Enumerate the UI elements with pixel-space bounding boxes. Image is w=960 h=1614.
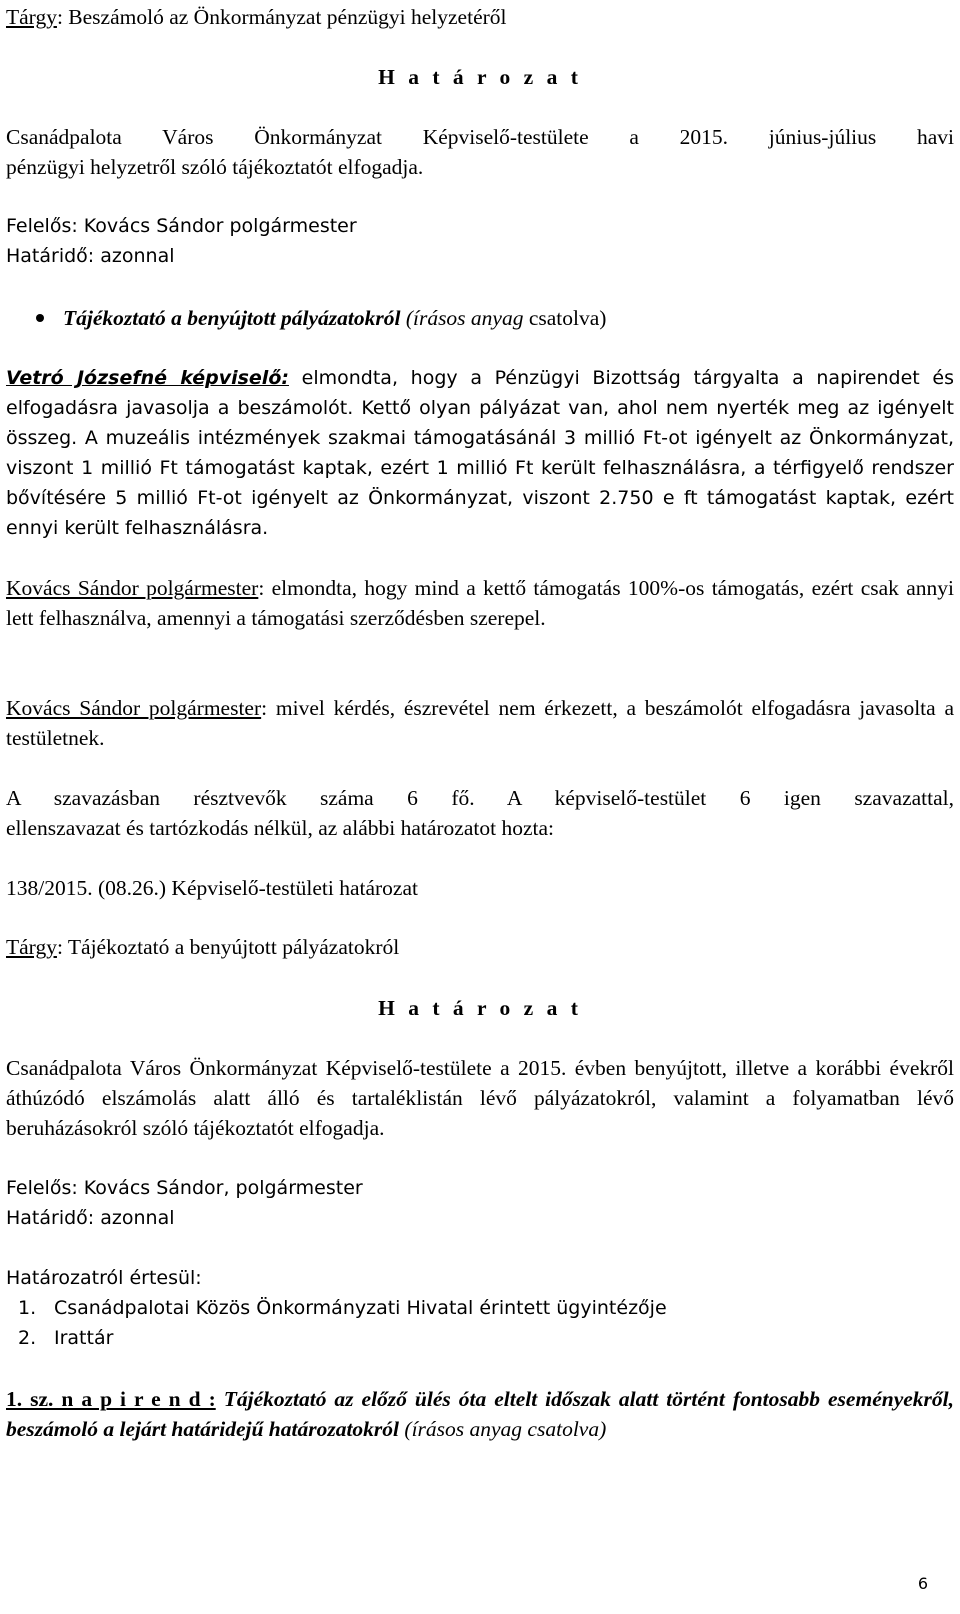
agenda-note: csatolva) — [523, 306, 607, 330]
deadline-line: Határidő: azonnal — [6, 1207, 175, 1229]
agenda-note-italic: (írásos anyag — [400, 306, 524, 330]
list-text: Irattár — [54, 1327, 114, 1349]
agenda-title: Tájékoztató a benyújtott pályázatokról — [63, 306, 401, 330]
vote-line: A szavazásban résztvevők száma 6 fő. A képviselő-testület 6 igen szavazattal, — [6, 786, 954, 810]
subject-label: Tárgy — [6, 5, 57, 29]
speaker-name: Kovács Sándor polgármester — [6, 696, 262, 720]
subject-text: : Tájékoztató a benyújtott pályázatokról — [56, 935, 400, 959]
resolution-heading: H a t á r o z a t — [378, 65, 582, 89]
speaker-text: : elmondta, hogy mind a kettő támogatás 100%-os támogatás, ezért csak annyi lett felhasználva, amennyi a támogatási szerződésben szerepel. — [6, 576, 954, 630]
notify-list — [18, 1293, 960, 1353]
speaker-paragraph — [6, 363, 954, 543]
list-number: 2. — [18, 1327, 37, 1349]
subject-text: : Beszámoló az Önkormányzat pénzügyi helyzetéről — [56, 5, 507, 29]
list-text: Csanádpalotai Közös Önkormányzati Hivatal érintett ügyintézője — [54, 1297, 667, 1319]
list-item — [18, 1293, 960, 1323]
speaker-paragraph — [6, 693, 954, 753]
resolution-text: Csanádpalota Város Önkormányzat Képviselő-testülete a 2015. évben benyújtott, illetve a korábbi évekről áthúzódó elszámolás alatt álló és tartaléklistán lévő pályázatokról, valamint a folyamatban lévő beruházásokról szóló tájékoztatót elfogadja. — [6, 1056, 954, 1140]
speaker-paragraph — [6, 573, 954, 633]
notify-label: Határozatról értesül: — [6, 1267, 202, 1289]
deadline-line: Határidő: azonnal — [6, 245, 175, 267]
responsible-line: Felelős: Kovács Sándor, polgármester — [6, 1177, 363, 1199]
speaker-text: : mivel kérdés, észrevétel nem érkezett, a beszámolót elfogadásra javasolta a testületnek. — [6, 696, 954, 750]
resolution-heading: H a t á r o z a t — [378, 996, 582, 1020]
subject-line — [6, 2, 954, 32]
list-number: 1. — [18, 1297, 37, 1319]
vote-line: ellenszavazat és tartózkodás nélkül, az alábbi határozatot hozta: — [6, 816, 554, 840]
agenda-note: (írásos anyag csatolva) — [399, 1417, 607, 1441]
resolution-number: 138/2015. (08.26.) Képviselő-testületi határozat — [6, 876, 418, 900]
agenda-number: 1. sz. n a p i r e n d : — [6, 1387, 216, 1411]
subject-label: Tárgy — [6, 935, 57, 959]
list-item — [18, 1323, 960, 1353]
bullet-icon — [36, 314, 44, 322]
speaker-name: Vetró Józsefné képviselő: — [6, 367, 289, 389]
next-agenda-paragraph — [6, 1384, 954, 1444]
agenda-bullet-item — [6, 303, 954, 333]
resolution-text-line: pénzügyi helyzetről szóló tájékoztatót elfogadja. — [6, 155, 424, 179]
subject-line — [6, 932, 954, 962]
page-number: 6 — [917, 1574, 928, 1593]
agenda-title: Tájékoztató az előző ülés óta eltelt időszak alatt történt fontosabb eseményekről, beszámoló a lejárt határidejű határozatokról — [6, 1387, 954, 1441]
speaker-name: Kovács Sándor polgármester — [6, 576, 259, 600]
responsible-line: Felelős: Kovács Sándor polgármester — [6, 215, 357, 237]
resolution-text-line: Csanádpalota Város Önkormányzat Képviselő-testülete a 2015. június-július havi — [6, 125, 954, 149]
speaker-text: elmondta, hogy a Pénzügyi Bizottság tárgyalta a napirendet és elfogadásra javasolja a beszámolót. Kettő olyan pályázat van, ahol nem nyerték meg az igényelt összeg. A muzeális intézmények szakmai támogatásánál 3 millió Ft-ot igényelt az Önkormányzat, viszont 1 millió Ft támogatást kaptak, ezért 1 millió Ft került felhasználásra, a térfigyelő rendszer bővítésére 5 millió Ft-ot igényelt az Önkormányzat, viszont 2.750 e ft támogatást kaptak, ezért ennyi került felhasználásra. — [6, 367, 954, 539]
